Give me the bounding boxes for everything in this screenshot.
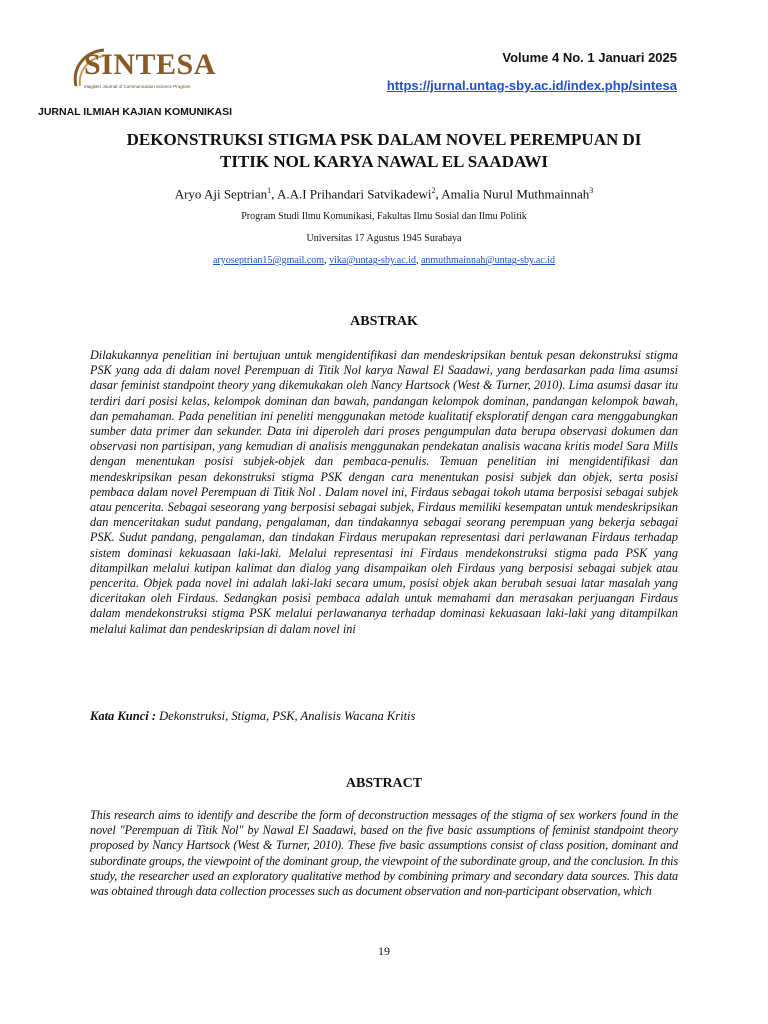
keywords-label: Kata Kunci : <box>90 709 156 723</box>
abstrak-body: Dilakukannya penelitian ini bertujuan untuk mengidentifikasi dan mendeskripsikan bentuk pesan dekonstruksi stigma PSK yang ada di dalam novel Perempuan di Titik Nol karya Nawal El Saadawi, yang berdasarkan pada lima asumsi dasar feminist standpoint theory yang dikemukakan oleh Nancy Hartsock (West & Turner, 2010). Lima asumsi dasar itu terdiri dari posisi kelas, kelompok dominan dan bawah, pandangan kelompok dominan, pandangan kelompok bawah, dan pemahaman. Pada penelitian ini peneliti menggunakan metode kualitatif eksploratif dengan cara menggabungkan sumber data primer dan sekunder. Data ini diperoleh dari proses pengumpulan data berupa observasi dokumen dan observasi non partisipan, yang kemudian di analisis menggunakan pendekatan analisis wacana kritis model Sara Mills dengan menentukan posisi subjek-objek dan pembaca-penulis. Temuan penelitian ini mengidentifikasi dan mendeskripsikan pesan dekonstruksi stigma PSK dengan cara menentukan posisi subjek dan objek, serta posisi pembaca dalam novel Perempuan di Titik Nol . Dalam novel ini, Firdaus sebagai tokoh utama berposisi sebagai subjek atau pencerita. Sebagai seseorang yang berposisi sebagai subjek, Firdaus memiliki kesempatan untuk mendeskripsikan dan menceritakan sudut pandang, pengalaman, dan tindakannya sebagai seorang perempuan yang bekerja sebagai PSK. Sudut pandang, pengalaman, dan tindakan Firdaus merupakan representasi dari perlawanan Firdaus terhadap sistem dominasi kekuasaan laki-laki. Melalui representasi ini Firdaus mendekonstruksi stigma pada PSK yang ditampilkan melalui kutipan kalimat dan dialog yang disampaikan oleh Firdaus yang berposisi sebagai subjek atau pencerita. Objek pada novel ini adalah laki-laki secara umum, posisi objek akan berubah sesuai latar masalah yang diceritakan oleh Firdaus. Sedangkan posisi pembaca adalah untuk memahami dan merasakan perjuangan Firdaus dalam mendekonstruksi stigma PSK melalui perlawananya terhadap dominasi kekuasaan laki-laki yang ditampilkan melalui kalimat dan pendeskripsian di dalam novel ini <box>90 348 678 636</box>
affiliation-program: Program Studi Ilmu Komunikasi, Fakultas Ilmu Sosial dan Ilmu Politik <box>241 211 527 222</box>
logo-text: SINTESA <box>84 48 216 81</box>
author-affil-mark: 1 <box>267 186 272 195</box>
author-name: Amalia Nurul Muthmainnah <box>441 186 590 202</box>
keywords <box>90 709 678 724</box>
author-emails: aryoseptrian15@gmail.com, vika@untag-sby.ac.id, anmuthmainnah@untag-sby.ac.id <box>212 255 556 266</box>
author-name: Aryo Aji Septrian <box>174 186 268 202</box>
email-link[interactable]: aryoseptrian15@gmail.com <box>212 255 325 266</box>
logo-subtitle: Magister Journal of Communication Science Program <box>84 84 191 89</box>
keywords-list: Dekonstruksi, Stigma, PSK, Analisis Wacana Kritis <box>159 709 416 723</box>
abstrak-heading: ABSTRAK <box>350 314 418 329</box>
paper-title <box>90 129 678 173</box>
email-link[interactable]: vika@untag-sby.ac.id <box>329 255 416 266</box>
title-line-1: DEKONSTRUKSI STIGMA PSK DALAM NOVEL PEREMPUAN DI <box>126 130 642 149</box>
author-list: Aryo Aji Septrian$^1$, A.A.I Prihandari Satvikadewi$^2$, Amalia Nurul Muthmainnah$^3$ <box>174 186 594 202</box>
author-name: A.A.I Prihandari Satvikadewi <box>276 186 432 202</box>
journal-url-link[interactable]: https://jurnal.untag-sby.ac.id/index.php/sintesa <box>386 78 677 93</box>
abstract-heading: ABSTRACT <box>345 776 423 791</box>
affiliation-university: Universitas 17 Agustus 1945 Surabaya <box>306 233 462 244</box>
abstract-body: This research aims to identify and describe the form of deconstruction messages of the stigma of sex workers found in the novel "Perempuan di Titik Nol" by Nawal El Saadawi, based on the five basic assumptions of feminist standpoint theory proposed by Nancy Hartsock (West & Turner, 2010). These five basic assumptions consist of class position, dominant and subordinate groups, the viewpoint of the dominant group, the viewpoint of the subordinate group, and the conclusion. In this study, the researcher used an exploratory qualitative method by combining primary and secondary data sources. This data was obtained through data collection processes such as document observation and non-participant observation, which <box>90 808 678 899</box>
volume-info: Volume 4 No. 1 Januari 2025 <box>502 50 677 65</box>
title-line-2: TITIK NOL KARYA NAWAL EL SAADAWI <box>219 152 548 171</box>
author-affil-mark: 2 <box>431 186 436 195</box>
page-number: 19 <box>378 944 390 958</box>
journal-name: JURNAL ILMIAH KAJIAN KOMUNIKASI <box>38 106 233 118</box>
email-link[interactable]: anmuthmainnah@untag-sby.ac.id <box>420 255 556 266</box>
author-affil-mark: 3 <box>589 186 594 195</box>
